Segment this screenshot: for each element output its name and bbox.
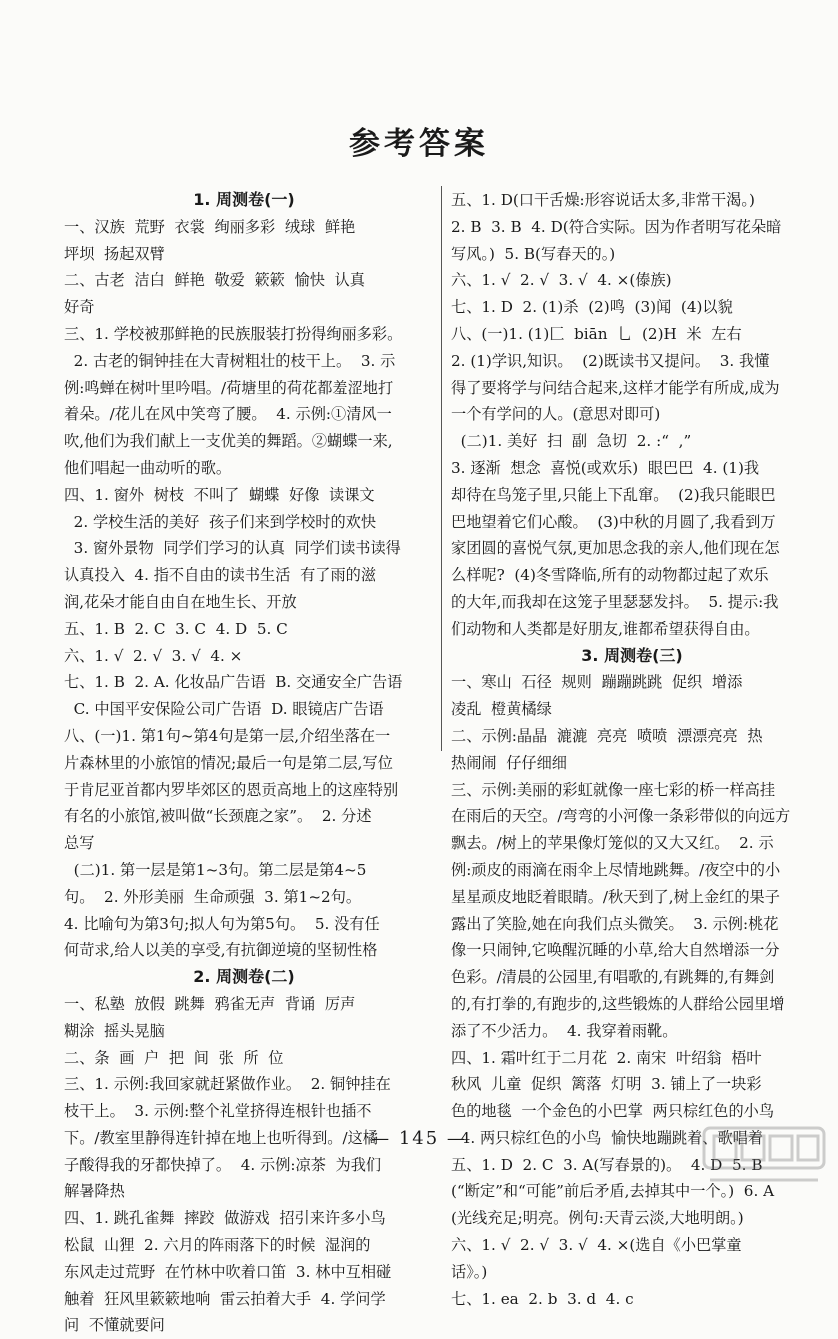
right-text-line: 七、1. ea 2. b 3. d 4. c <box>451 1289 634 1308</box>
left-text-line: 例:鸣蝉在树叶里吟唱。/荷塘里的荷花都羞涩地打 <box>64 378 394 397</box>
right-text-line: 色彩。/清晨的公园里,有唱歌的,有跳舞的,有舞剑 <box>451 968 775 987</box>
right-text-line: 们动物和人类都是好朋友,谁都希望获得自由。 <box>451 619 760 638</box>
right-text-line: 得了要将学与问结合起来,这样才能学有所成,成为 <box>451 378 780 397</box>
right-text-line: 三、示例:美丽的彩虹就像一座七彩的桥一样高挂 <box>451 780 776 799</box>
right-text-line: 六、1. √ 2. √ 3. √ 4. ×(选自《小巴掌童 <box>451 1236 742 1255</box>
left-text-line: 润,花朵才能自由自在地生长、开放 <box>64 592 297 611</box>
right-text-line: 2. B 3. B 4. D(符合实际。因为作者明写花朵暗 <box>451 217 782 236</box>
right-text-line: 在雨后的天空。/弯弯的小河像一条彩带似的向远方 <box>451 807 791 826</box>
right-text-line: 例:顽皮的雨滴在雨伞上尽情地跳舞。/夜空中的小 <box>451 860 781 879</box>
right-text-line: 的,有打拳的,有跑步的,这些锻炼的人群给公园里增 <box>451 994 785 1013</box>
watermark-logo-icon <box>700 1122 828 1192</box>
right-text-line: 却待在鸟笼子里,只能上下乱窜。 (2)我只能眼巴 <box>451 485 776 504</box>
left-section-heading: 2. 周测卷(二) <box>193 967 295 987</box>
right-text-line: 写风。) 5. B(写春天的。) <box>451 244 616 263</box>
left-text-line: 一、汉族 荒野 衣裳 绚丽多彩 绒球 鲜艳 <box>64 217 356 236</box>
left-text-line: 吹,他们为我们献上一支优美的舞蹈。②蝴蝶一来, <box>64 432 393 451</box>
left-text-line: (二)1. 第一层是第1~3句。第二层是第4~5 <box>64 860 367 879</box>
left-text-line: 一、私塾 放假 跳舞 鸦雀无声 背诵 厉声 <box>64 994 356 1013</box>
right-text-line: 2. (1)学识,知识。 (2)既读书又提问。 3. 我懂 <box>451 351 770 370</box>
right-text-line: 话》。) <box>451 1262 488 1281</box>
left-text-line: 触着 狂风里簌簌地响 雷云拍着大手 4. 学问学 <box>64 1289 386 1308</box>
left-text-line: 他们唱起一曲动听的歌。 <box>64 458 232 477</box>
left-text-line: 六、1. √ 2. √ 3. √ 4. × <box>64 646 243 665</box>
page-title: 参考答案 <box>349 126 489 162</box>
left-text-line: 糊涂 摇头晃脑 <box>64 1021 165 1040</box>
right-text-line: 七、1. D 2. (1)杀 (2)鸣 (3)闻 (4)以貌 <box>451 298 733 317</box>
left-text-line: 坪坝 扬起双臂 <box>64 244 165 263</box>
left-text-line: 有名的小旅馆,被叫做“长颈鹿之家”。 2. 分述 <box>64 807 372 826</box>
left-text-line: 4. 比喻句为第3句;拟人句为第5句。 5. 没有任 <box>64 914 380 933</box>
right-text-line: 3. 逐渐 想念 喜悦(或欢乐) 眼巴巴 4. (1)我 <box>451 458 760 477</box>
left-text-line: 七、1. B 2. A. 化妆品广告语 B. 交通安全广告语 <box>64 673 403 692</box>
right-text-line: 巴地望着它们心酸。 (3)中秋的月圆了,我看到万 <box>451 512 776 531</box>
left-text-line: 片森林里的小旅馆的情况;最后一句是第二层,写位 <box>64 753 393 772</box>
left-text-line: 五、1. B 2. C 3. C 4. D 5. C <box>64 619 288 638</box>
left-text-line: 二、古老 洁白 鲜艳 敬爱 簌簌 愉快 认真 <box>64 271 365 290</box>
left-text-line: 四、1. 窗外 树枝 不叫了 蝴蝶 好像 读课文 <box>64 485 375 504</box>
right-text-line: 的大年,而我却在这笼子里瑟瑟发抖。 5. 提示:我 <box>451 592 779 611</box>
right-text-line: 像一只闹钟,它唤醒沉睡的小草,给大自然增添一分 <box>451 941 780 960</box>
right-text-line: 添了不少活力。 4. 我穿着雨靴。 <box>451 1021 678 1040</box>
right-text-line: (光线充足;明亮。例句:天青云淡,大地明朗。) <box>451 1209 744 1228</box>
right-text-line: 四、1. 霜叶红于二月花 2. 南宋 叶绍翁 梧叶 <box>451 1048 762 1067</box>
left-text-line: 二、条 画 户 把 间 张 所 位 <box>64 1048 284 1067</box>
right-text-line: 二、示例:晶晶 漉漉 亮亮 喷喷 漂漂亮亮 热 <box>451 726 763 745</box>
right-text-line: 露出了笑脸,她在向我们点头微笑。 3. 示例:桃花 <box>451 914 779 933</box>
left-text-line: 何苛求,给人以美的享受,有抗御逆境的坚韧性格 <box>64 941 378 960</box>
right-text-line: (二)1. 美好 扫 副 急切 2. :“ ,” <box>451 432 692 451</box>
left-text-line: 三、1. 示例:我回家就赶紧做作业。 2. 铜钟挂在 <box>64 1075 391 1094</box>
left-text-line: 八、(一)1. 第1句~第4句是第一层,介绍坐落在一 <box>64 726 391 745</box>
right-section-heading: 3. 周测卷(三) <box>581 645 683 665</box>
left-text-line: C. 中国平安保险公司广告语 D. 眼镜店广告语 <box>64 700 384 719</box>
left-text-line: 松鼠 山狸 2. 六月的阵雨落下的时候 湿润的 <box>64 1236 371 1255</box>
left-text-line: 问 不懂就要问 <box>64 1316 165 1335</box>
right-text-line: 五、1. D 2. C 3. A(写春景的)。 4. D 5. B <box>451 1155 763 1174</box>
right-text-line: 4. 两只棕红色的小鸟 愉快地蹦跳着、歌唱着 <box>451 1128 764 1147</box>
left-text-line: 三、1. 学校被那鲜艳的民族服装打扮得绚丽多彩。 <box>64 324 403 343</box>
right-text-line: 秋风 儿童 促织 篱落 灯明 3. 铺上了一块彩 <box>451 1075 762 1094</box>
right-text-line: 一个有学问的人。(意思对即可) <box>451 405 661 424</box>
left-text-line: 着朵。/花儿在风中笑弯了腰。 4. 示例:①清风一 <box>64 405 392 424</box>
left-text-line: 四、1. 跳孔雀舞 摔跤 做游戏 招引来许多小鸟 <box>64 1209 386 1228</box>
left-text-line: 认真投入 4. 指不自由的读书生活 有了雨的滋 <box>64 566 377 585</box>
right-text-line: 家团圆的喜悦气氛,更加思念我的亲人,他们现在怎 <box>451 539 780 558</box>
column-divider <box>441 186 442 751</box>
left-text-line: 枝干上。 3. 示例:整个礼堂挤得连根针也插不 <box>64 1102 372 1121</box>
left-text-line: 于肯尼亚首都内罗毕郊区的恩贡高地上的这座特别 <box>64 780 399 799</box>
right-text-line: 凌乱 橙黄橘绿 <box>451 700 552 719</box>
left-section-heading: 1. 周测卷(一) <box>193 190 295 209</box>
left-text-line: 2. 学校生活的美好 孩子们来到学校时的欢快 <box>64 512 377 531</box>
left-text-line: 句。 2. 外形美丽 生命顽强 3. 第1~2句。 <box>64 887 362 906</box>
right-text-line: 五、1. D(口干舌燥:形容说话太多,非常干渴。) <box>451 191 755 209</box>
right-text-line: 八、(一)1. (1)匚 biān 乚 (2)H 米 左右 <box>451 324 742 343</box>
right-text-line: 星星顽皮地眨着眼睛。/秋天到了,树上金红的果子 <box>451 887 780 906</box>
left-text-line: 子酸得我的牙都快掉了。 4. 示例:凉茶 为我们 <box>64 1155 382 1174</box>
left-text-line: 好奇 <box>64 298 95 317</box>
left-text-line: 3. 窗外景物 同学们学习的认真 同学们读书读得 <box>64 539 401 558</box>
left-text-line: 东风走过荒野 在竹林中吹着口笛 3. 林中互相碰 <box>64 1262 392 1281</box>
left-text-line: 2. 古老的铜钟挂在大青树粗壮的枝干上。 3. 示 <box>64 351 396 370</box>
left-column <box>64 187 424 1339</box>
right-text-line: (“断定”和“可能”前后矛盾,去掉其中一个。) 6. A <box>451 1182 775 1201</box>
left-text-line: 总写 <box>64 834 95 853</box>
page-number: — 145 — <box>371 1128 467 1149</box>
right-text-line: 六、1. √ 2. √ 3. √ 4. ×(傣族) <box>451 271 672 290</box>
right-text-line: 飘去。/树上的苹果像灯笼似的又大又红。 2. 示 <box>451 834 774 853</box>
right-text-line: 热闹闹 仔仔细细 <box>451 753 567 772</box>
right-text-line: 么样呢? (4)冬雪降临,所有的动物都过起了欢乐 <box>451 566 769 585</box>
right-text-line: 一、寒山 石径 规则 蹦蹦跳跳 促织 增添 <box>451 673 743 692</box>
left-text-line: 下。/教室里静得连针掉在地上也听得到。/这橘 <box>64 1128 378 1147</box>
left-text-line: 解暑降热 <box>64 1182 125 1201</box>
right-text-line: 色的地毯 一个金色的小巴掌 两只棕红色的小鸟 <box>451 1102 775 1121</box>
